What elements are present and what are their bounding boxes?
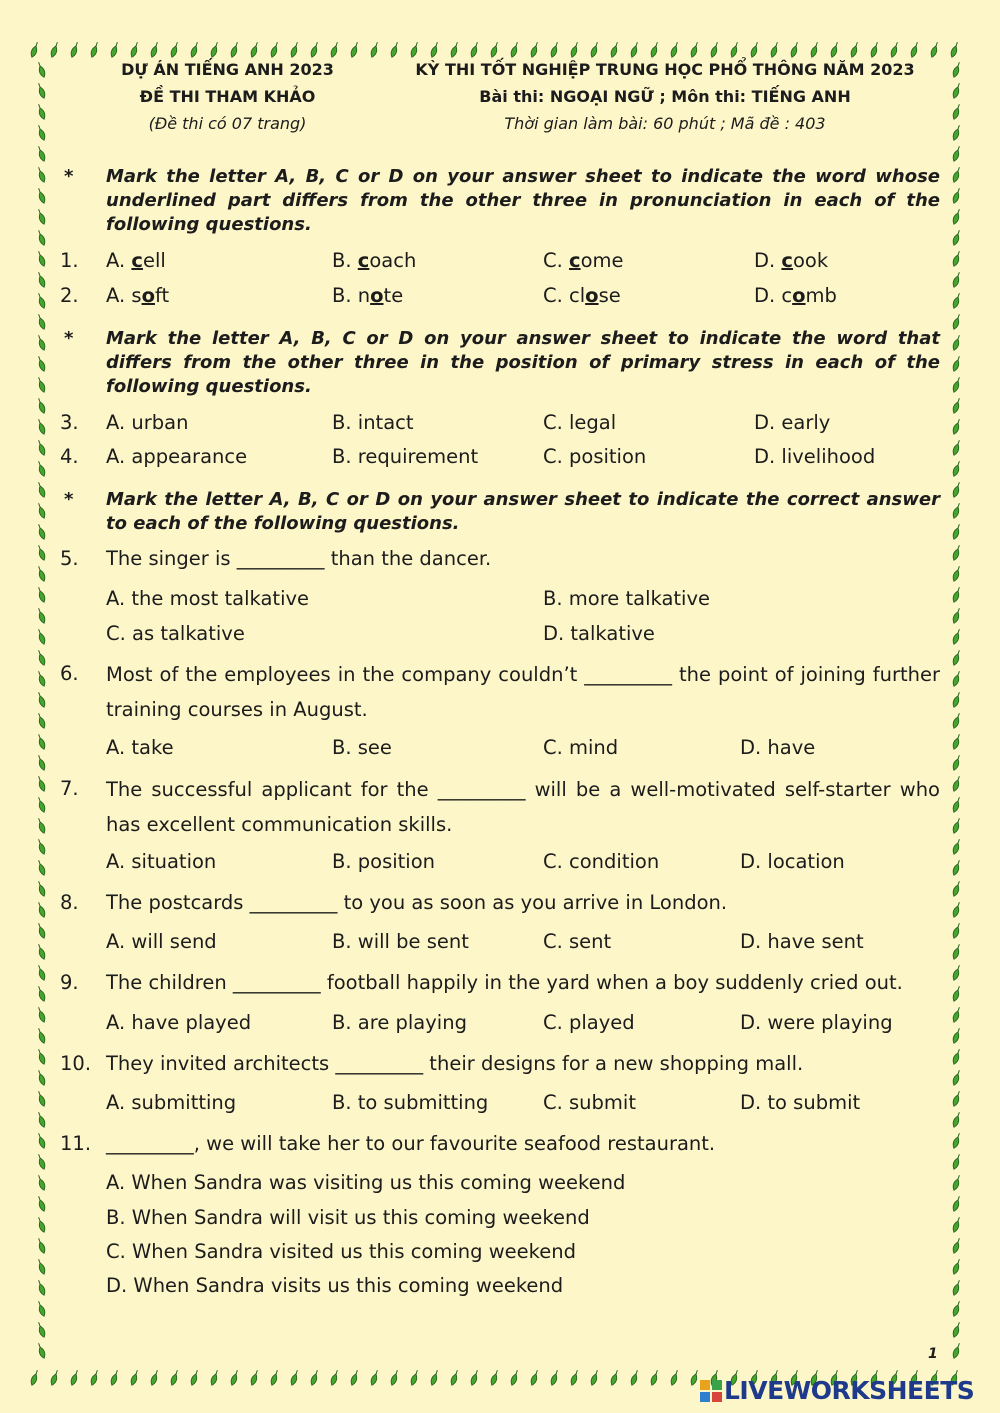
border-leaf-icon (952, 1174, 962, 1191)
border-leaf-icon (952, 943, 962, 960)
border-leaf-icon (952, 313, 962, 330)
border-leaf-icon (952, 502, 962, 519)
border-leaf-icon (36, 61, 46, 78)
border-leaf-icon (36, 1258, 46, 1275)
border-leaf-icon (36, 145, 46, 162)
border-leaf-icon (952, 1048, 962, 1065)
border-leaf-icon (952, 355, 962, 372)
border-leaf-icon (952, 1132, 962, 1149)
question-8 (58, 888, 940, 918)
option-a[interactable]: A. will send (106, 930, 217, 953)
option-a[interactable]: A. situation (106, 850, 217, 873)
option-b[interactable]: B. note (332, 284, 404, 307)
border-leaf-icon (952, 481, 962, 498)
border-leaf-icon (630, 1369, 640, 1386)
border-leaf-icon (36, 334, 46, 351)
border-leaf-icon (36, 775, 46, 792)
border-leaf-icon (952, 817, 962, 834)
question-11-option-c (58, 1237, 940, 1267)
option-c[interactable]: C. legal (543, 411, 617, 434)
bullet-star: * (64, 328, 74, 349)
border-leaf-icon (952, 922, 962, 939)
border-leaf-icon (952, 565, 962, 582)
option-c[interactable]: C. mind (543, 736, 619, 759)
option-d[interactable]: D. cook (754, 249, 829, 272)
border-leaf-icon (952, 1237, 962, 1254)
option-b[interactable]: B. to submitting (332, 1091, 489, 1114)
option-a[interactable]: A. take (106, 736, 174, 759)
border-leaf-icon (952, 82, 962, 99)
border-leaf-icon (36, 922, 46, 939)
border-leaf-icon (952, 775, 962, 792)
question-11-option-d (58, 1271, 940, 1301)
border-leaf-icon (150, 1369, 160, 1386)
border-leaf-icon (570, 1369, 580, 1386)
border-leaf-icon (290, 1369, 300, 1386)
question-5-options-row-1 (58, 584, 940, 614)
border-leaf-icon (270, 1369, 280, 1386)
question-stem: They invited architects _________ their designs for a new shopping mall. (106, 1052, 804, 1075)
question-number: 1. (60, 249, 79, 272)
border-leaf-icon (430, 1369, 440, 1386)
border-leaf-icon (952, 523, 962, 540)
instruction-correct-answer (58, 488, 940, 536)
question-6-options (58, 733, 940, 763)
border-leaf-icon (952, 439, 962, 456)
border-leaf-icon (952, 250, 962, 267)
border-leaf-icon (952, 712, 962, 729)
border-leaf-icon (36, 880, 46, 897)
border-leaf-icon (952, 187, 962, 204)
option-b[interactable]: B. intact (332, 411, 414, 434)
question-7 (58, 774, 940, 844)
instruction-text: Mark the letter A, B, C or D on your answer sheet to indicate the word that differs from the other three in the position of primary stress in each of the following questions. (106, 328, 940, 397)
question-1 (58, 246, 940, 276)
question-stem: The singer is _________ than the dancer. (106, 547, 492, 570)
border-leaf-icon (36, 1300, 46, 1317)
question-3 (58, 408, 940, 438)
border-leaf-icon (170, 1369, 180, 1386)
option-d[interactable]: D. have (740, 736, 816, 759)
border-leaf-icon (36, 1006, 46, 1023)
border-leaf-icon (952, 607, 962, 624)
question-stem: _________, we will take her to our favourite seafood restaurant. (106, 1132, 716, 1155)
bullet-star: * (64, 166, 74, 187)
border-leaf-icon (36, 1132, 46, 1149)
border-leaf-icon (952, 292, 962, 309)
border-leaf-icon (590, 1369, 600, 1386)
option-b[interactable]: B. will be sent (332, 930, 469, 953)
liveworksheets-watermark[interactable] (700, 1376, 974, 1405)
border-leaf-icon (952, 271, 962, 288)
border-leaf-icon (70, 1369, 80, 1386)
border-leaf-icon (70, 41, 80, 58)
question-stem: The children _________ football happily in the yard when a boy suddenly cried out. (106, 971, 903, 994)
border-leaf-icon (50, 1369, 60, 1386)
border-leaf-icon (370, 41, 380, 58)
border-leaf-icon (390, 1369, 400, 1386)
border-leaf-icon (952, 229, 962, 246)
question-number: 3. (60, 411, 79, 434)
question-10 (58, 1049, 940, 1079)
question-number: 10. (60, 1052, 92, 1075)
border-leaf-icon (36, 1321, 46, 1338)
option-c[interactable]: C. submit (543, 1091, 636, 1114)
border-leaf-icon (36, 628, 46, 645)
option-c[interactable]: C. close (543, 284, 621, 307)
border-leaf-icon (36, 670, 46, 687)
border-leaf-icon (36, 250, 46, 267)
question-number: 11. (60, 1132, 92, 1155)
border-leaf-icon (36, 418, 46, 435)
border-leaf-icon (30, 1369, 40, 1386)
border-leaf-icon (410, 1369, 420, 1386)
project-title: DỰ ÁN TIẾNG ANH 2023 (121, 60, 334, 79)
border-leaf-icon (952, 838, 962, 855)
option-a[interactable]: A. urban (106, 411, 189, 434)
option-b[interactable]: B. coach (332, 249, 417, 272)
option-c[interactable]: C. come (543, 249, 624, 272)
border-leaf-icon (952, 544, 962, 561)
border-leaf-icon (952, 880, 962, 897)
border-leaf-icon (670, 1369, 680, 1386)
question-7-options (58, 847, 940, 877)
border-leaf-icon (690, 1369, 700, 1386)
question-number: 9. (60, 971, 79, 994)
border-leaf-icon (310, 1369, 320, 1386)
border-leaf-icon (952, 1321, 962, 1338)
subject-line: Bài thi: NGOẠI NGỮ ; Môn thi: TIẾNG ANH (479, 87, 851, 106)
border-leaf-icon (250, 1369, 260, 1386)
border-leaf-icon (36, 82, 46, 99)
bullet-star: * (64, 489, 74, 510)
border-leaf-icon (952, 691, 962, 708)
option-d[interactable]: D. comb (754, 284, 837, 307)
border-leaf-icon (36, 733, 46, 750)
option-a[interactable]: A. the most talkative (106, 587, 310, 610)
border-leaf-icon (952, 1006, 962, 1023)
reference-exam-title: ĐỀ THI THAM KHẢO (139, 87, 316, 106)
border-leaf-icon (952, 1258, 962, 1275)
border-leaf-icon (952, 1195, 962, 1212)
option-a[interactable]: A. submitting (106, 1091, 237, 1114)
border-leaf-icon (36, 1153, 46, 1170)
border-leaf-icon (36, 586, 46, 603)
border-leaf-icon (952, 859, 962, 876)
border-leaf-icon (36, 124, 46, 141)
question-5-options-row-2 (58, 619, 940, 649)
border-leaf-icon (36, 964, 46, 981)
option-a[interactable]: A. cell (106, 249, 166, 272)
option-a[interactable]: A. soft (106, 284, 170, 307)
border-leaf-icon (50, 41, 60, 58)
question-4 (58, 442, 940, 472)
border-leaf-icon (36, 649, 46, 666)
border-leaf-icon (36, 607, 46, 624)
border-leaf-icon (36, 901, 46, 918)
border-leaf-icon (36, 208, 46, 225)
option-d[interactable]: D. were playing (740, 1011, 893, 1034)
question-2 (58, 281, 940, 311)
border-leaf-icon (36, 1342, 46, 1359)
option-d[interactable]: D. early (754, 411, 831, 434)
border-leaf-icon (30, 41, 40, 58)
instruction-stress (58, 327, 940, 399)
option-d[interactable]: D. to submit (740, 1091, 861, 1114)
border-leaf-icon (952, 985, 962, 1002)
option-d[interactable]: D. talkative (543, 622, 655, 645)
option-d[interactable]: D. have sent (740, 930, 864, 953)
border-leaf-icon (952, 460, 962, 477)
border-leaf-icon (952, 334, 962, 351)
border-leaf-icon (952, 124, 962, 141)
option-b[interactable]: B. position (332, 850, 436, 873)
option-c[interactable]: C. condition (543, 850, 660, 873)
border-leaf-icon (36, 1111, 46, 1128)
exam-header-right (385, 56, 945, 137)
border-leaf-icon (36, 754, 46, 771)
border-leaf-icon (470, 1369, 480, 1386)
border-leaf-icon (36, 271, 46, 288)
border-leaf-icon (90, 1369, 100, 1386)
border-leaf-icon (370, 1369, 380, 1386)
question-8-options (58, 927, 940, 957)
border-leaf-icon (952, 1090, 962, 1107)
border-leaf-icon (952, 397, 962, 414)
instruction-pronunciation (58, 165, 940, 237)
border-leaf-icon (952, 1111, 962, 1128)
border-leaf-icon (36, 1195, 46, 1212)
border-leaf-icon (36, 1048, 46, 1065)
option-d[interactable]: D. livelihood (754, 445, 876, 468)
border-leaf-icon (36, 502, 46, 519)
option-d[interactable]: D. When Sandra visits us this coming weekend (106, 1274, 564, 1297)
question-number: 6. (60, 662, 79, 685)
liveworksheets-logo-icon (700, 1380, 722, 1402)
option-a[interactable]: A. have played (106, 1011, 252, 1034)
border-leaf-icon (952, 376, 962, 393)
border-leaf-icon (490, 1369, 500, 1386)
border-leaf-icon (952, 61, 962, 78)
question-number: 8. (60, 891, 79, 914)
border-leaf-icon (36, 166, 46, 183)
border-leaf-icon (36, 859, 46, 876)
border-leaf-icon (36, 796, 46, 813)
question-number: 4. (60, 445, 79, 468)
border-leaf-icon (36, 292, 46, 309)
border-leaf-icon (952, 1342, 962, 1359)
option-b[interactable]: B. requirement (332, 445, 479, 468)
border-leaf-icon (36, 691, 46, 708)
border-leaf-icon (36, 523, 46, 540)
option-b[interactable]: B. see (332, 736, 392, 759)
border-leaf-icon (36, 1027, 46, 1044)
question-number: 7. (60, 777, 79, 800)
option-b[interactable]: B. are playing (332, 1011, 467, 1034)
question-11-option-b (58, 1203, 940, 1233)
border-leaf-icon (952, 586, 962, 603)
border-leaf-icon (36, 187, 46, 204)
border-leaf-icon (36, 397, 46, 414)
border-leaf-icon (952, 796, 962, 813)
option-a[interactable]: A. When Sandra was visiting us this coming weekend (106, 1171, 626, 1194)
option-c[interactable]: C. as talkative (106, 622, 245, 645)
exam-header-left (95, 56, 360, 137)
question-9 (58, 968, 940, 998)
border-leaf-icon (650, 1369, 660, 1386)
border-leaf-icon (210, 1369, 220, 1386)
option-a[interactable]: A. appearance (106, 445, 248, 468)
border-leaf-icon (36, 376, 46, 393)
watermark-text: LIVEWORKSHEETS (724, 1376, 975, 1405)
question-number: 2. (60, 284, 79, 307)
border-leaf-icon (510, 1369, 520, 1386)
border-leaf-icon (36, 1237, 46, 1254)
question-5 (58, 544, 940, 574)
instruction-text: Mark the letter A, B, C or D on your answer sheet to indicate the word whose underlined part differs from the other three in pronunciation in each of the following questions. (106, 166, 940, 235)
border-leaf-icon (952, 1153, 962, 1170)
border-leaf-icon (36, 229, 46, 246)
border-leaf-icon (36, 1069, 46, 1086)
border-leaf-icon (36, 544, 46, 561)
border-leaf-icon (36, 985, 46, 1002)
border-leaf-icon (952, 754, 962, 771)
option-d[interactable]: D. location (740, 850, 845, 873)
question-6 (58, 659, 940, 729)
border-leaf-icon (110, 1369, 120, 1386)
border-leaf-icon (530, 1369, 540, 1386)
border-leaf-icon (952, 670, 962, 687)
border-leaf-icon (950, 41, 960, 58)
border-leaf-icon (36, 712, 46, 729)
time-and-code: Thời gian làm bài: 60 phút ; Mã đề : 403 (504, 114, 826, 133)
border-leaf-icon (36, 103, 46, 120)
border-leaf-icon (952, 733, 962, 750)
border-leaf-icon (952, 1300, 962, 1317)
border-leaf-icon (350, 1369, 360, 1386)
border-leaf-icon (36, 1090, 46, 1107)
border-leaf-icon (952, 166, 962, 183)
border-leaf-icon (36, 1174, 46, 1191)
border-leaf-icon (952, 145, 962, 162)
border-leaf-icon (36, 1216, 46, 1233)
border-leaf-icon (952, 208, 962, 225)
border-leaf-icon (36, 817, 46, 834)
border-leaf-icon (36, 460, 46, 477)
border-leaf-icon (36, 943, 46, 960)
border-leaf-icon (952, 649, 962, 666)
question-stem: The postcards _________ to you as soon as you arrive in London. (106, 891, 728, 914)
border-leaf-icon (36, 1279, 46, 1296)
exam-name: KỲ THI TỐT NGHIỆP TRUNG HỌC PHỔ THÔNG NĂM 2023 (415, 60, 915, 79)
question-stem: The successful applicant for the _________ will be a well-motivated self-starter who has excellent communication skills. (106, 778, 940, 836)
question-11-option-a (58, 1168, 940, 1198)
option-c[interactable]: C. sent (543, 930, 612, 953)
border-leaf-icon (952, 964, 962, 981)
border-leaf-icon (952, 1216, 962, 1233)
border-leaf-icon (36, 838, 46, 855)
border-leaf-icon (952, 1027, 962, 1044)
option-c[interactable]: C. position (543, 445, 647, 468)
option-b[interactable]: B. When Sandra will visit us this coming weekend (106, 1206, 590, 1229)
border-leaf-icon (36, 313, 46, 330)
question-stem: Most of the employees in the company couldn’t _________ the point of joining further training courses in August. (106, 663, 940, 721)
page-number: 1 (928, 1346, 938, 1362)
page-count-note: (Đề thi có 07 trang) (148, 114, 307, 133)
border-leaf-icon (230, 1369, 240, 1386)
border-leaf-icon (952, 103, 962, 120)
question-10-options (58, 1088, 940, 1118)
border-leaf-icon (952, 1279, 962, 1296)
border-leaf-icon (610, 1369, 620, 1386)
instruction-text: Mark the letter A, B, C or D on your answer sheet to indicate the correct answer to each of the following questions. (106, 489, 940, 534)
option-b[interactable]: B. more talkative (543, 587, 710, 610)
border-leaf-icon (952, 901, 962, 918)
border-leaf-icon (190, 1369, 200, 1386)
border-leaf-icon (450, 1369, 460, 1386)
border-leaf-icon (952, 1069, 962, 1086)
question-11 (58, 1129, 940, 1159)
border-leaf-icon (952, 628, 962, 645)
question-9-options (58, 1008, 940, 1038)
border-leaf-icon (550, 1369, 560, 1386)
border-leaf-icon (952, 418, 962, 435)
option-c[interactable]: C. When Sandra visited us this coming weekend (106, 1240, 576, 1263)
border-leaf-icon (36, 481, 46, 498)
border-leaf-icon (36, 355, 46, 372)
option-c[interactable]: C. played (543, 1011, 635, 1034)
border-leaf-icon (130, 1369, 140, 1386)
question-number: 5. (60, 547, 79, 570)
border-leaf-icon (36, 565, 46, 582)
border-leaf-icon (36, 439, 46, 456)
border-leaf-icon (330, 1369, 340, 1386)
